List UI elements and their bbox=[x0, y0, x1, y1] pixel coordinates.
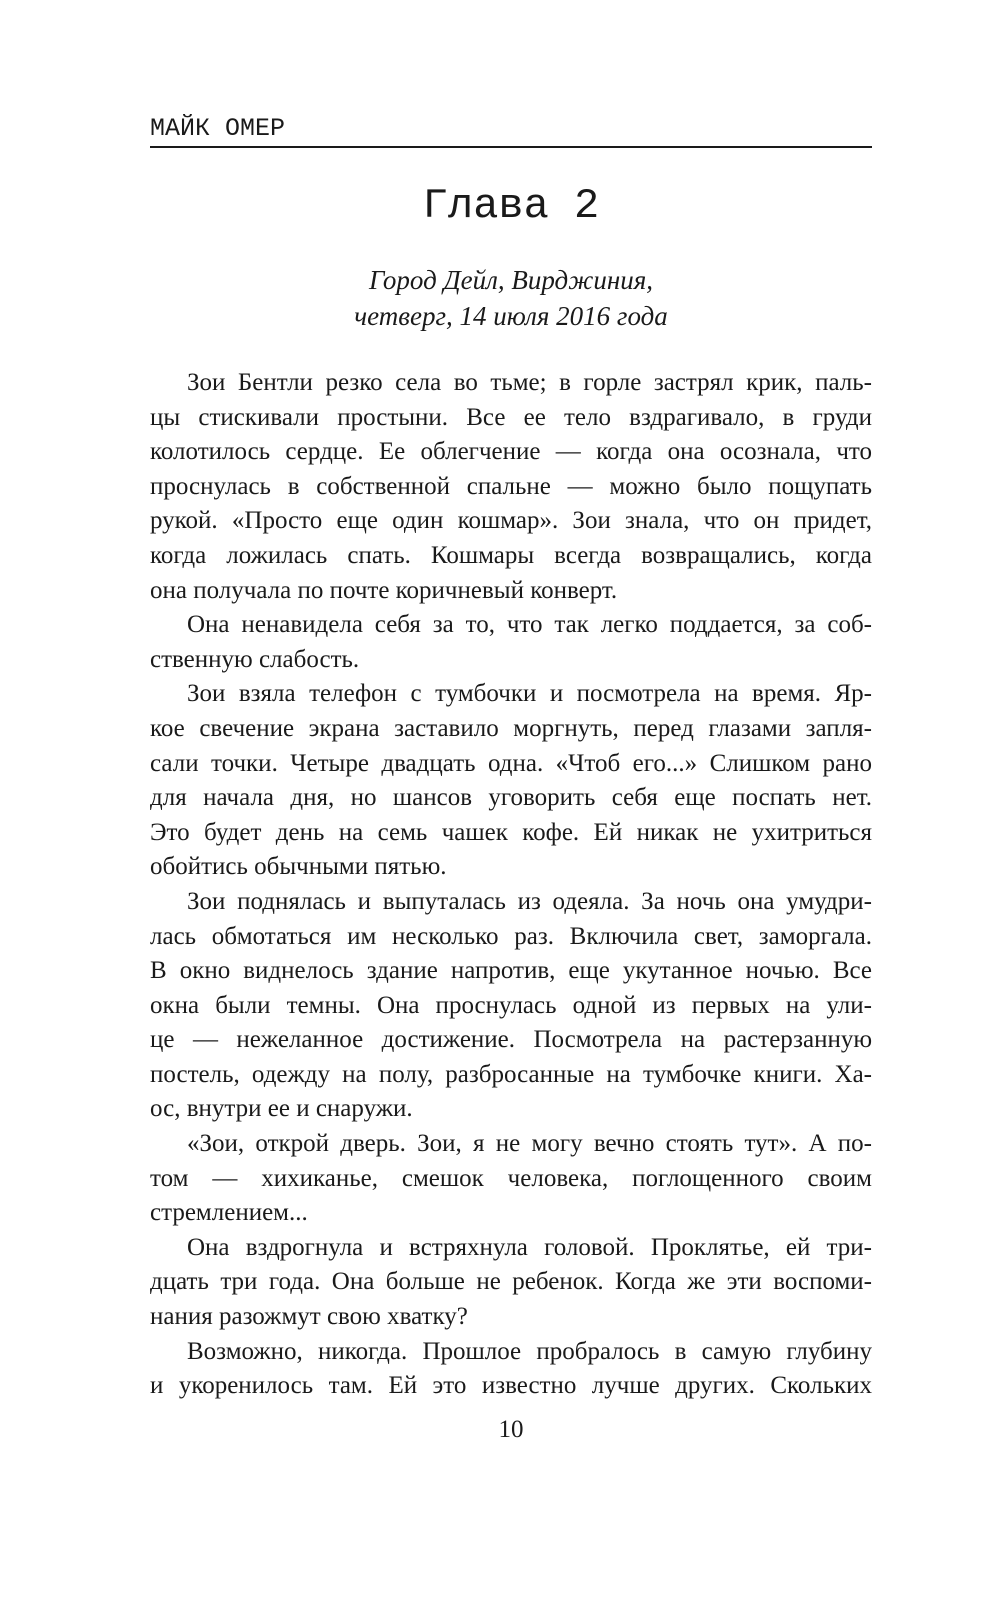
page-number: 10 bbox=[498, 1416, 524, 1443]
text-line: лась обмотаться им несколько раз. Включила свет, заморгала. bbox=[150, 922, 872, 950]
text-line: и укоренилось там. Ей это известно лучше других. Скольких bbox=[150, 1372, 872, 1400]
text-line: «Зои, открой дверь. Зои, я не могу вечно стоять тут». А по- bbox=[187, 1130, 872, 1158]
body-text bbox=[150, 366, 872, 1404]
text-line: для начала дня, но шансов уговорить себя еще поспать нет. bbox=[150, 784, 872, 812]
text-line: постель, одежду на полу, разбросанные на тумбочке книги. Ха- bbox=[150, 1060, 872, 1088]
text-line: Зои поднялась и выпуталась из одеяла. За ночь она умудри- bbox=[187, 887, 872, 915]
date-line: четверг, 14 июля 2016 года bbox=[354, 301, 668, 331]
text-line: стремлением... bbox=[150, 1199, 308, 1227]
text-line: колотилось сердце. Ее облегчение — когда она осознала, что bbox=[150, 438, 872, 466]
text-line: кое свечение экрана заставило моргнуть, перед глазами запля- bbox=[150, 714, 872, 742]
text-line: Зои взяла телефон с тумбочки и посмотрела на время. Яр- bbox=[187, 680, 872, 708]
text-line: ос, внутри ее и снаружи. bbox=[150, 1095, 413, 1123]
text-line: когда ложилась спать. Кошмары всегда возвращались, когда bbox=[150, 541, 872, 569]
text-line: цы стискивали простыни. Все ее тело вздрагивало, в груди bbox=[150, 403, 872, 431]
text-line: В окно виднелось здание напротив, еще укутанное ночью. Все bbox=[150, 957, 872, 985]
text-line: проснулась в собственной спальне — можно было пощупать bbox=[150, 472, 872, 500]
text-line: це — нежеланное достижение. Посмотрела на растерзанную bbox=[150, 1026, 872, 1054]
chapter-title: Глава 2 bbox=[422, 182, 600, 230]
text-line: Она вздрогнула и встряхнула головой. Проклятье, ей три- bbox=[187, 1233, 872, 1261]
text-line: Возможно, никогда. Прошлое пробралось в самую глубину bbox=[187, 1337, 872, 1365]
text-line: Она ненавидела себя за то, что так легко поддается, за соб- bbox=[187, 611, 872, 639]
text-line: окна были темны. Она проснулась одной из первых на ули- bbox=[150, 991, 872, 1019]
header-rule bbox=[150, 146, 872, 148]
text-line: Это будет день на семь чашек кофе. Ей никак не ухитриться bbox=[150, 818, 872, 846]
place-line: Город Дейл, Вирджиния, bbox=[368, 265, 654, 295]
text-line: сали точки. Четыре двадцать одна. «Чтоб его...» Слишком рано bbox=[150, 749, 872, 777]
chapter-place-date bbox=[150, 262, 872, 334]
text-line: Зои Бентли резко села во тьме; в горле застрял крик, паль- bbox=[187, 369, 872, 396]
text-line: она получала по почте коричневый конверт. bbox=[150, 576, 618, 604]
text-line: дцать три года. Она больше не ребенок. Когда же эти воспоми- bbox=[150, 1268, 872, 1296]
text-line: обойтись обычными пятью. bbox=[150, 853, 447, 881]
text-line: рукой. «Просто еще один кошмар». Зои знала, что он придет, bbox=[150, 507, 872, 535]
text-line: том — хихиканье, смешок человека, поглощенного своим bbox=[150, 1164, 872, 1192]
text-line: ственную слабость. bbox=[150, 645, 360, 673]
text-line: нания разожмут свою хватку? bbox=[150, 1303, 468, 1331]
running-head-author: МАЙК ОМЕР bbox=[150, 114, 286, 143]
